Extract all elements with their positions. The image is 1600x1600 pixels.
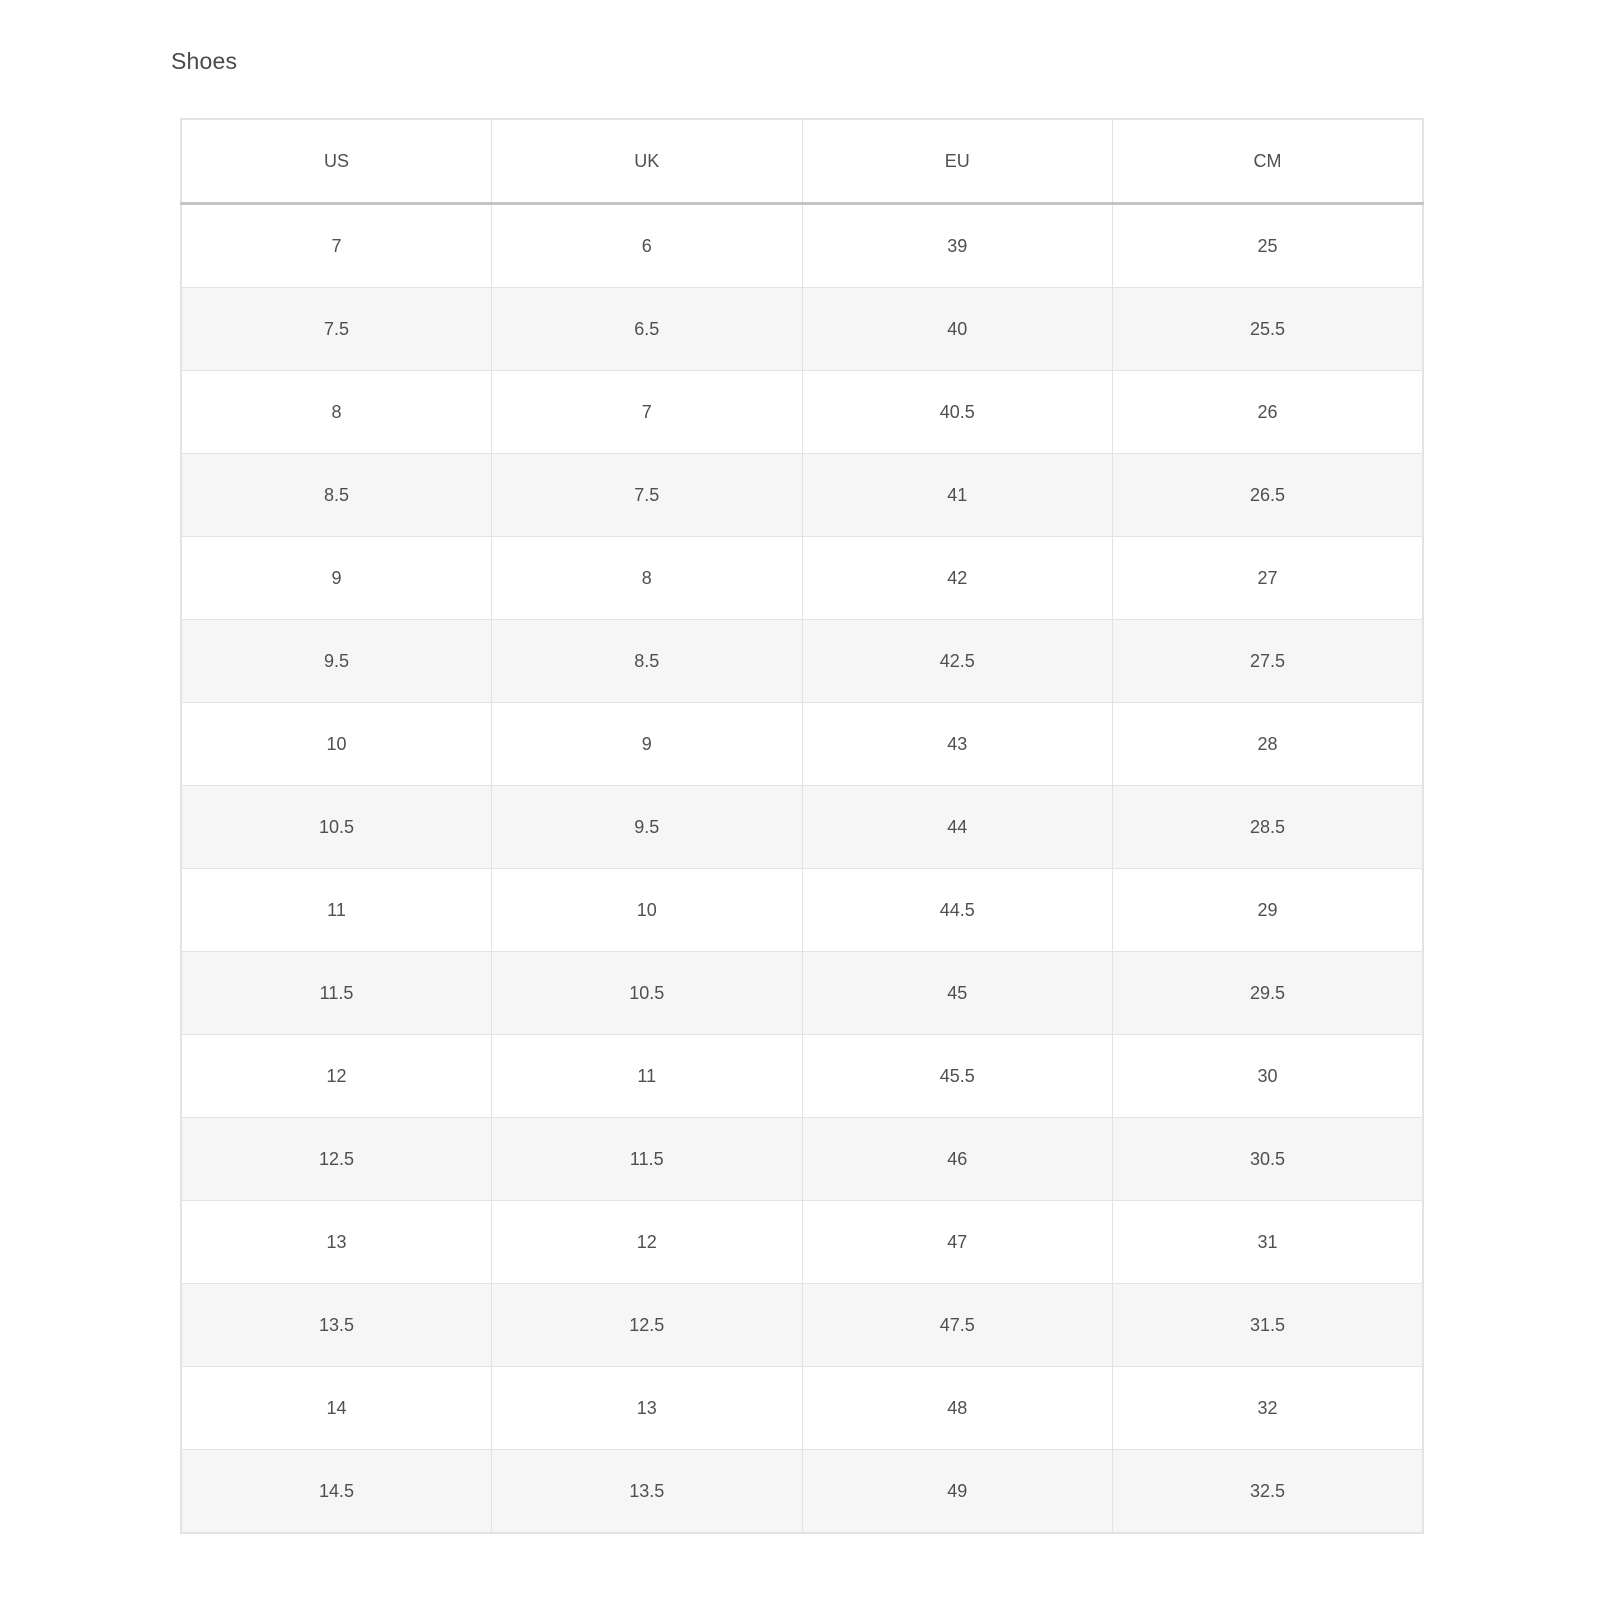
table-row [181,371,1423,454]
table-cell-eu: 45 [802,952,1113,1035]
header-row [181,119,1423,204]
table-cell-eu: 44.5 [802,869,1113,952]
table-cell-uk: 8 [492,537,803,620]
table-row [181,288,1423,371]
table-cell-cm: 32.5 [1113,1450,1424,1534]
table-cell-us: 13.5 [181,1284,492,1367]
table-cell-us: 12 [181,1035,492,1118]
table-cell-cm: 31 [1113,1201,1424,1284]
table-cell-uk: 6 [492,204,803,288]
column-header-us: US [181,119,492,204]
table-cell-eu: 46 [802,1118,1113,1201]
table-cell-eu: 43 [802,703,1113,786]
table-cell-us: 7 [181,204,492,288]
table-cell-eu: 45.5 [802,1035,1113,1118]
table-row [181,454,1423,537]
page-title: Shoes [171,48,238,74]
table-cell-uk: 10 [492,869,803,952]
table-cell-uk: 11 [492,1035,803,1118]
table-cell-uk: 9.5 [492,786,803,869]
table-row [181,620,1423,703]
table-cell-us: 10.5 [181,786,492,869]
table-row [181,1284,1423,1367]
table-header [181,119,1423,204]
column-header-eu: EU [802,119,1113,204]
table-cell-eu: 47 [802,1201,1113,1284]
table-cell-cm: 28.5 [1113,786,1424,869]
table-cell-uk: 11.5 [492,1118,803,1201]
table-cell-cm: 26 [1113,371,1424,454]
table-cell-us: 14.5 [181,1450,492,1534]
table-cell-eu: 48 [802,1367,1113,1450]
table-row [181,952,1423,1035]
table-row [181,1035,1423,1118]
table-cell-eu: 41 [802,454,1113,537]
table-cell-us: 13 [181,1201,492,1284]
table-row [181,204,1423,288]
table-cell-cm: 25 [1113,204,1424,288]
table-row [181,1450,1423,1534]
table-row [181,537,1423,620]
table-cell-us: 8 [181,371,492,454]
table-cell-us: 11.5 [181,952,492,1035]
table-cell-eu: 47.5 [802,1284,1113,1367]
table-cell-uk: 7.5 [492,454,803,537]
table-cell-cm: 27 [1113,537,1424,620]
table-row [181,1118,1423,1201]
table-cell-us: 11 [181,869,492,952]
table-cell-uk: 10.5 [492,952,803,1035]
column-header-cm: CM [1113,119,1424,204]
table-row [181,703,1423,786]
table-cell-eu: 40.5 [802,371,1113,454]
table-cell-us: 9.5 [181,620,492,703]
table-cell-cm: 29.5 [1113,952,1424,1035]
table-cell-uk: 6.5 [492,288,803,371]
table-cell-uk: 9 [492,703,803,786]
table-cell-cm: 30 [1113,1035,1424,1118]
table-cell-uk: 7 [492,371,803,454]
shoe-size-table [180,118,1424,1534]
table-cell-eu: 42 [802,537,1113,620]
table-cell-cm: 26.5 [1113,454,1424,537]
table-cell-uk: 12 [492,1201,803,1284]
table-cell-uk: 13 [492,1367,803,1450]
table-cell-cm: 32 [1113,1367,1424,1450]
table-cell-us: 10 [181,703,492,786]
table-cell-uk: 13.5 [492,1450,803,1534]
table-cell-eu: 49 [802,1450,1113,1534]
table-cell-cm: 31.5 [1113,1284,1424,1367]
table-cell-us: 14 [181,1367,492,1450]
table-cell-us: 8.5 [181,454,492,537]
table-cell-cm: 29 [1113,869,1424,952]
table-cell-uk: 12.5 [492,1284,803,1367]
table-cell-cm: 28 [1113,703,1424,786]
table-cell-us: 7.5 [181,288,492,371]
table-row [181,786,1423,869]
table-row [181,1201,1423,1284]
table-cell-cm: 27.5 [1113,620,1424,703]
table-body [181,204,1423,1534]
table-row [181,1367,1423,1450]
table-cell-eu: 42.5 [802,620,1113,703]
column-header-uk: UK [492,119,803,204]
table-row [181,869,1423,952]
table-cell-uk: 8.5 [492,620,803,703]
table-cell-us: 12.5 [181,1118,492,1201]
table-cell-us: 9 [181,537,492,620]
table-cell-cm: 25.5 [1113,288,1424,371]
table-cell-eu: 44 [802,786,1113,869]
table-cell-eu: 40 [802,288,1113,371]
table-cell-cm: 30.5 [1113,1118,1424,1201]
table-cell-eu: 39 [802,204,1113,288]
